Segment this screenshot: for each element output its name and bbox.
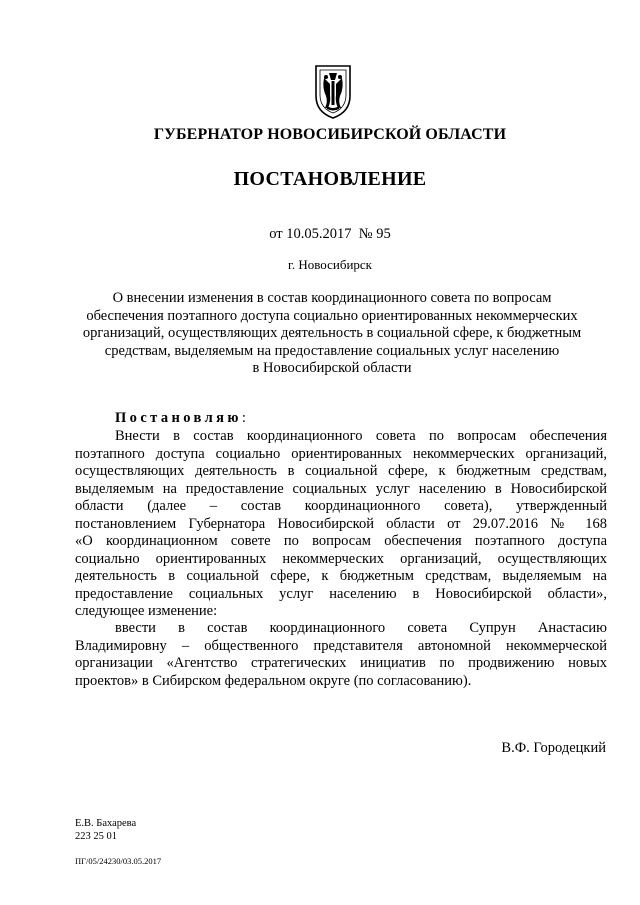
document-type-title: ПОСТАНОВЛЕНИЕ <box>233 168 427 190</box>
body-line: предоставление социальных услуг населению в Новосибирской области», <box>75 585 607 602</box>
subject-line: О внесении изменения в состав координационного совета по вопросам <box>112 290 552 306</box>
city-line: г. Новосибирск <box>287 257 372 272</box>
body-line: выделяемым на предоставление социальных услуг населению в Новосибирской <box>75 480 607 497</box>
decree-heading <box>75 410 640 428</box>
body-line: осуществляющих деятельность в социальной сфере, к бюджетным средствам, <box>75 463 607 479</box>
subject-block <box>74 290 590 378</box>
decree-paragraph-1 <box>75 428 607 621</box>
executor-name: Е.В. Бахарева <box>75 818 137 829</box>
decree-colon: : <box>241 410 246 426</box>
authority-heading: ГУБЕРНАТОР НОВОСИБИРСКОЙ ОБЛАСТИ <box>153 126 507 143</box>
coat-of-arms-icon <box>310 62 356 120</box>
document-reference: ПГ/05/24230/03.05.2017 <box>75 856 162 866</box>
body-line: области (далее – состав координационного совета), утвержденный <box>75 498 607 514</box>
date-and-number: от 10.05.2017 № 95 <box>269 226 391 242</box>
subject-line: организаций, осуществляющих деятельность в социальной сфере, к бюджетным <box>82 325 582 341</box>
body-line: Внести в состав координационного совета по вопросам обеспечения <box>115 428 607 444</box>
body-line: поэтапного доступа социально ориентированных некоммерческих организаций, <box>75 445 607 462</box>
body-line: следующее изменение: <box>75 603 218 619</box>
executor-phone: 223 25 01 <box>75 831 117 842</box>
body-line: Владимировну – общественного представителя автономной некоммерческой <box>75 637 607 654</box>
signature-name: В.Ф. Городецкий <box>501 740 606 756</box>
body-line: «О координационном совете по вопросам обеспечения поэтапного доступа <box>75 533 607 549</box>
body-line: организации «Агентство стратегических инициатив по продвижению новых <box>75 655 607 671</box>
body-line: ввести в состав координационного совета Супрун Анастасию <box>115 620 607 636</box>
subject-line: в Новосибирской области <box>252 360 412 376</box>
executor-block <box>75 817 136 843</box>
body-line: деятельность в социальной сфере, к бюджетным средствам, выделяемым на <box>75 568 607 584</box>
subject-line: средствам, выделяемым на предоставление социальных услуг населению <box>104 342 560 359</box>
body-line: проектов» в Сибирском федеральном округе (по согласованию). <box>75 672 472 689</box>
decree-word: Постановляю <box>115 410 242 426</box>
decree-paragraph-2 <box>75 620 607 690</box>
subject-line: обеспечения поэтапного доступа социально ориентированных некоммерческих <box>86 307 578 324</box>
body-line: постановлением Губернатора Новосибирской области от 29.07.2016 № 168 <box>75 515 607 532</box>
body-line: социально ориентированных некоммерческих организаций, осуществляющих <box>75 550 607 567</box>
